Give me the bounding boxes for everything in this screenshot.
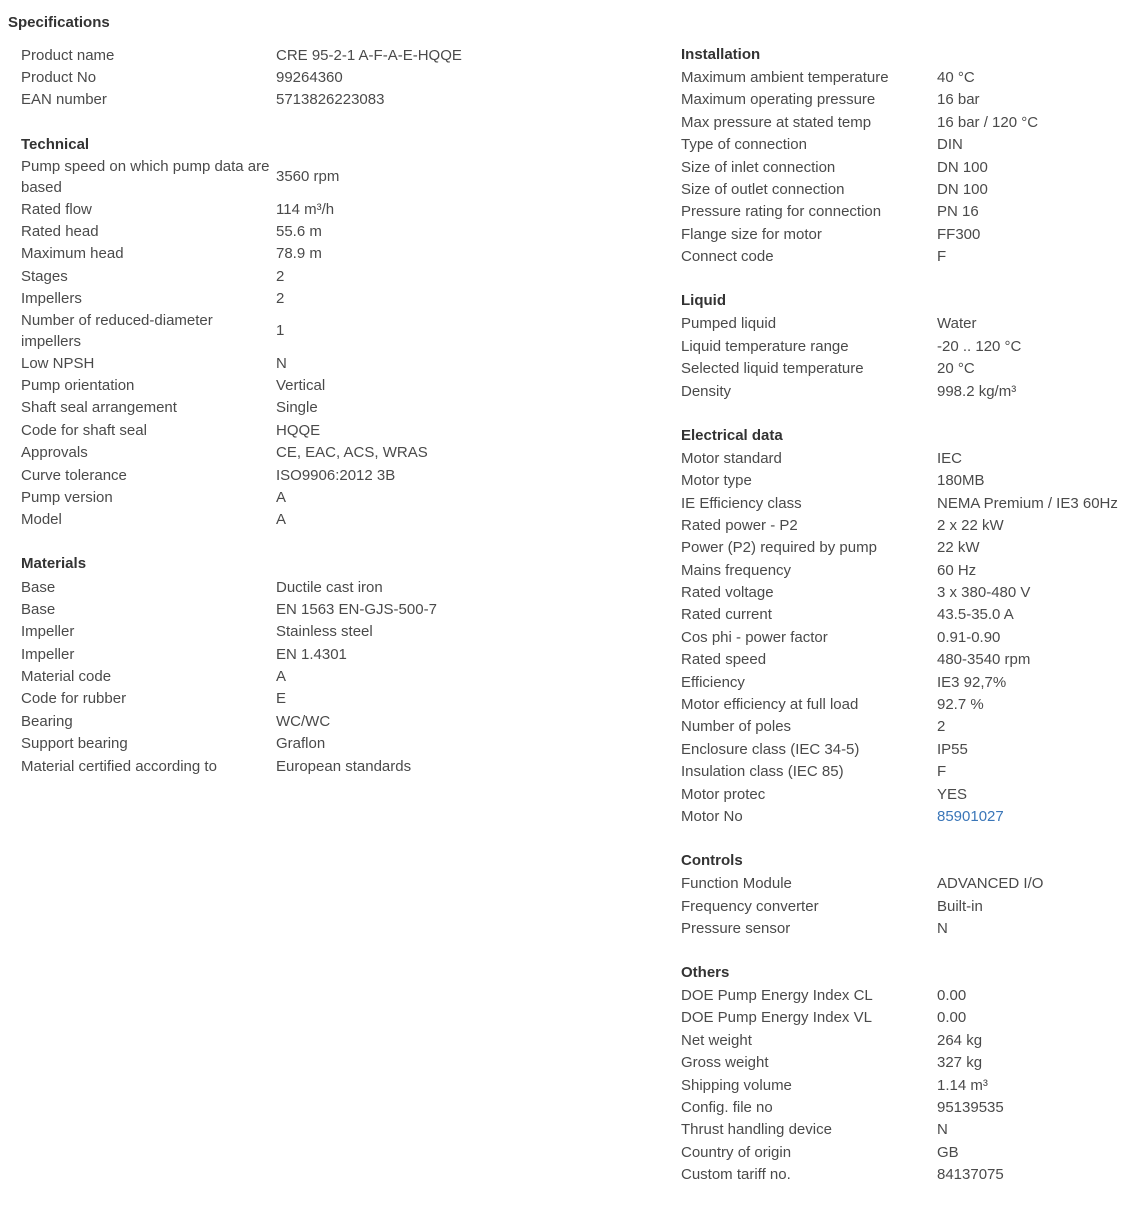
spec-label: Connect code	[681, 248, 774, 266]
spec-label: Frequency converter	[681, 897, 819, 915]
spec-value: 0.00	[937, 1009, 967, 1027]
spec-value: 16 bar / 120 °C	[937, 113, 1039, 131]
spec-label: Cos phi - power factor	[681, 628, 828, 646]
spec-row-motor-no	[681, 805, 1121, 827]
spec-label: Config. file no	[681, 1099, 773, 1117]
spec-value: EN 1563 EN-GJS-500-7	[276, 600, 437, 618]
spec-row-power-p2-required-by-pump	[681, 537, 1121, 559]
spec-row-maximum-ambient-temperature	[681, 66, 1121, 88]
spec-row-max-pressure-at-stated-temp	[681, 111, 1121, 133]
spec-row-function-module	[681, 872, 1121, 894]
spec-value: Stainless steel	[276, 623, 373, 641]
spec-row-doe-pump-energy-index-vl	[681, 1007, 1121, 1029]
spec-row-number-of-reduced-diameter-impellers	[21, 310, 581, 352]
spec-value: 0.00	[937, 987, 967, 1005]
spec-value: N	[937, 919, 948, 937]
spec-value: 1.14 m³	[937, 1076, 988, 1094]
spec-value: YES	[937, 785, 968, 803]
spec-row-connect-code	[681, 246, 1121, 268]
spec-label: EAN number	[21, 91, 107, 109]
spec-value: 40 °C	[937, 69, 975, 87]
spec-value: N	[937, 1121, 948, 1139]
spec-label: Insulation class (IEC 85)	[681, 763, 844, 781]
spec-value: WC/WC	[276, 712, 331, 730]
spec-row-pump-version	[21, 486, 581, 508]
spec-label: Motor efficiency at full load	[681, 696, 859, 714]
spec-label: Maximum ambient temperature	[681, 69, 889, 87]
section-title-installation: Installation	[681, 46, 761, 63]
spec-label: Model	[21, 511, 62, 529]
spec-row-config-file-no	[681, 1096, 1121, 1118]
spec-value: CRE 95-2-1 A-F-A-E-HQQE	[276, 46, 462, 64]
spec-label: Material certified according to	[21, 757, 217, 775]
spec-value: F	[937, 763, 947, 781]
spec-value: 92.7 %	[937, 696, 984, 714]
spec-value: ADVANCED I/O	[937, 875, 1044, 893]
spec-label: Product No	[21, 69, 97, 87]
spec-row-size-of-outlet-connection	[681, 178, 1121, 200]
spec-label: Efficiency	[681, 673, 745, 691]
spec-value: 22 kW	[937, 539, 980, 557]
spec-row-material-certified-according-to	[21, 755, 581, 777]
spec-row-country-of-origin	[681, 1141, 1121, 1163]
spec-label: Motor type	[681, 472, 752, 490]
spec-row-impeller	[21, 643, 581, 665]
spec-row-motor-efficiency-at-full-load	[681, 693, 1121, 715]
spec-value: 20 °C	[937, 360, 975, 378]
spec-label: Selected liquid temperature	[681, 360, 864, 378]
spec-value: Graflon	[276, 735, 326, 753]
spec-label: Stages	[21, 267, 68, 285]
spec-row-liquid-temperature-range	[681, 335, 1121, 357]
spec-label: Code for rubber	[21, 690, 127, 708]
spec-label: Function Module	[681, 875, 792, 893]
spec-row-thrust-handling-device	[681, 1119, 1121, 1141]
spec-row-base	[21, 598, 581, 620]
spec-row-insulation-class-iec-85	[681, 761, 1121, 783]
spec-label: Flange size for motor	[681, 225, 822, 243]
spec-label: Impeller	[21, 645, 75, 663]
spec-label: Country of origin	[681, 1143, 792, 1161]
spec-label: IE Efficiency class	[681, 494, 802, 512]
spec-label: Number of poles	[681, 718, 792, 736]
spec-value: 2	[937, 718, 946, 736]
spec-label: Rated current	[681, 606, 772, 624]
left-column	[21, 44, 581, 800]
spec-label: Base	[21, 600, 56, 618]
spec-label: Shaft seal arrangement	[21, 399, 177, 417]
spec-value: 480-3540 rpm	[937, 651, 1031, 669]
section-title-controls: Controls	[681, 852, 743, 870]
spec-label: Shipping volume	[681, 1076, 792, 1094]
spec-row-product-no	[21, 66, 581, 88]
spec-label: Base	[21, 578, 56, 596]
spec-value: EN 1.4301	[276, 645, 347, 663]
spec-row-material-code	[21, 665, 581, 687]
spec-value: 2	[276, 290, 285, 308]
spec-value: 2	[276, 267, 285, 285]
spec-label: Gross weight	[681, 1054, 769, 1072]
spec-value: 327 kg	[937, 1054, 983, 1072]
spec-row-impellers	[21, 288, 581, 310]
spec-label: Curve tolerance	[21, 466, 127, 484]
spec-row-cos-phi-power-factor	[681, 626, 1121, 648]
spec-row-stages	[21, 265, 581, 287]
spec-value: Built-in	[937, 897, 983, 915]
spec-label: Power (P2) required by pump	[681, 539, 877, 557]
spec-label: Pump version	[21, 488, 113, 506]
section-others	[681, 962, 1121, 1186]
spec-value: Vertical	[276, 376, 326, 394]
spec-value: DN 100	[937, 158, 988, 176]
spec-row-curve-tolerance	[21, 464, 581, 486]
spec-row-gross-weight	[681, 1052, 1121, 1074]
spec-row-rated-current	[681, 604, 1121, 626]
spec-row-number-of-poles	[681, 716, 1121, 738]
spec-label: Material code	[21, 668, 112, 686]
spec-label: Motor protec	[681, 785, 766, 803]
page-title: Specifications	[8, 14, 110, 31]
spec-value: 3560 rpm	[276, 168, 340, 186]
spec-row-flange-size-for-motor	[681, 223, 1121, 245]
spec-value: DN 100	[937, 181, 988, 199]
spec-row-base	[21, 576, 581, 598]
spec-value: 998.2 kg/m³	[937, 382, 1017, 400]
spec-value: 78.9 m	[276, 245, 322, 263]
spec-row-shipping-volume	[681, 1074, 1121, 1096]
spec-value: IP55	[937, 740, 968, 758]
spec-value: 84137075	[937, 1166, 1004, 1184]
section-technical	[21, 134, 581, 531]
spec-label: Net weight	[681, 1031, 752, 1049]
spec-row-motor-type	[681, 469, 1121, 491]
spec-row-rated-flow	[21, 198, 581, 220]
spec-row-mains-frequency	[681, 559, 1121, 581]
spec-label: Size of outlet connection	[681, 181, 845, 199]
spec-row-size-of-inlet-connection	[681, 156, 1121, 178]
spec-label: Pump speed on which pump data are based	[21, 157, 270, 196]
spec-value: A	[276, 488, 287, 506]
spec-value: 16 bar	[937, 91, 980, 109]
spec-row-doe-pump-energy-index-cl	[681, 984, 1121, 1006]
spec-row-model	[21, 509, 581, 531]
section-electrical	[681, 425, 1121, 828]
spec-value: IE3 92,7%	[937, 673, 1007, 691]
spec-label: Rated flow	[21, 200, 92, 218]
spec-value: F	[937, 248, 947, 266]
section-controls	[681, 850, 1121, 940]
spec-label: Motor standard	[681, 449, 782, 467]
spec-label: Low NPSH	[21, 354, 95, 372]
spec-value: 99264360	[276, 69, 343, 87]
spec-row-net-weight	[681, 1029, 1121, 1051]
spec-row-code-for-shaft-seal	[21, 419, 581, 441]
spec-label: Pressure rating for connection	[681, 203, 882, 221]
spec-row-enclosure-class-iec-34-5	[681, 738, 1121, 760]
spec-row-custom-tariff-no	[681, 1164, 1121, 1186]
spec-row-motor-standard	[681, 447, 1121, 469]
spec-row-maximum-head	[21, 243, 581, 265]
spec-row-pressure-sensor	[681, 917, 1121, 939]
spec-row-maximum-operating-pressure	[681, 89, 1121, 111]
spec-row-selected-liquid-temperature	[681, 357, 1121, 379]
spec-row-low-npsh	[21, 352, 581, 374]
spec-value: 114 m³/h	[276, 200, 335, 218]
spec-value: IEC	[937, 449, 963, 467]
spec-label: Bearing	[21, 712, 73, 730]
spec-row-approvals	[21, 441, 581, 463]
spec-label: Type of connection	[681, 136, 807, 154]
spec-label: DOE Pump Energy Index VL	[681, 1009, 872, 1027]
spec-value: 60 Hz	[937, 561, 977, 579]
spec-label: Pressure sensor	[681, 919, 791, 937]
spec-label: Impeller	[21, 623, 75, 641]
spec-row-bearing	[21, 710, 581, 732]
spec-value: 43.5-35.0 A	[937, 606, 1014, 624]
spec-value: A	[276, 668, 287, 686]
section-title-electrical: Electrical data	[681, 426, 783, 444]
spec-row-support-bearing	[21, 733, 581, 755]
spec-row-motor-protec	[681, 783, 1121, 805]
spec-value-link[interactable]: 85901027	[937, 807, 1004, 825]
spec-row-type-of-connection	[681, 134, 1121, 156]
spec-row-shaft-seal-arrangement	[21, 397, 581, 419]
spec-row-impeller	[21, 621, 581, 643]
spec-label: DOE Pump Energy Index CL	[681, 987, 873, 1005]
section-installation	[681, 44, 1121, 268]
spec-row-density	[681, 380, 1121, 402]
spec-row-ie-efficiency-class	[681, 492, 1121, 514]
spec-label: Maximum operating pressure	[681, 91, 876, 109]
spec-label: Size of inlet connection	[681, 158, 836, 176]
spec-value: -20 .. 120 °C	[937, 337, 1022, 355]
spec-label: Enclosure class (IEC 34-5)	[681, 740, 860, 758]
spec-row-code-for-rubber	[21, 688, 581, 710]
spec-value: N	[276, 354, 287, 372]
spec-label: Pumped liquid	[681, 315, 777, 333]
spec-value: 5713826223083	[276, 91, 385, 109]
spec-row-pressure-rating-for-connection	[681, 201, 1121, 223]
spec-label: Support bearing	[21, 735, 128, 753]
section-liquid	[681, 290, 1121, 402]
spec-row-frequency-converter	[681, 895, 1121, 917]
spec-row-efficiency	[681, 671, 1121, 693]
spec-value: HQQE	[276, 421, 321, 439]
section-title-materials: Materials	[21, 555, 87, 573]
spec-value: DIN	[937, 136, 963, 154]
spec-row-rated-voltage	[681, 581, 1121, 603]
spec-row-rated-head	[21, 220, 581, 242]
spec-label: Maximum head	[21, 245, 124, 263]
spec-row-pump-speed-on-which-pump-data-are-based	[21, 156, 581, 198]
spec-value: GB	[937, 1143, 959, 1161]
spec-label: Liquid temperature range	[681, 337, 849, 355]
spec-value: 55.6 m	[276, 223, 322, 241]
spec-label: Product name	[21, 46, 115, 64]
spec-label: Motor No	[681, 807, 743, 825]
spec-value: 180MB	[937, 472, 985, 490]
spec-row-ean-number	[21, 89, 581, 111]
spec-value: 1	[276, 322, 285, 340]
spec-row-rated-speed	[681, 649, 1121, 671]
spec-value: NEMA Premium / IE3 60Hz	[937, 494, 1118, 512]
spec-label: Thrust handling device	[681, 1121, 832, 1139]
spec-label: Code for shaft seal	[21, 421, 147, 439]
spec-value: European standards	[276, 757, 412, 775]
spec-label: Impellers	[21, 290, 82, 308]
spec-value: PN 16	[937, 203, 979, 221]
section-materials	[21, 553, 581, 777]
section-general	[21, 44, 581, 111]
spec-value: Single	[276, 399, 318, 417]
spec-value: CE, EAC, ACS, WRAS	[276, 444, 428, 462]
spec-label: Rated head	[21, 223, 99, 241]
spec-value: 264 kg	[937, 1031, 983, 1049]
spec-label: Density	[681, 382, 732, 400]
spec-value: ISO9906:2012 3B	[276, 466, 396, 484]
spec-label: Approvals	[21, 444, 88, 462]
spec-label: Rated voltage	[681, 584, 774, 602]
spec-label: Max pressure at stated temp	[681, 113, 872, 131]
section-title-others: Others	[681, 964, 730, 982]
spec-label: Rated power - P2	[681, 516, 798, 534]
spec-label: Number of reduced-diameter impellers	[21, 311, 213, 350]
spec-label: Mains frequency	[681, 561, 792, 579]
spec-row-pumped-liquid	[681, 313, 1121, 335]
spec-row-pump-orientation	[21, 374, 581, 396]
spec-value: Ductile cast iron	[276, 578, 383, 596]
section-title-liquid: Liquid	[681, 292, 726, 310]
right-column	[681, 44, 1121, 1208]
spec-value: A	[276, 511, 287, 529]
spec-value: 3 x 380-480 V	[937, 584, 1031, 602]
spec-row-rated-power-p2	[681, 514, 1121, 536]
spec-value: FF300	[937, 225, 981, 243]
section-title-technical: Technical	[21, 135, 90, 153]
spec-value: Water	[937, 315, 977, 333]
spec-value: 2 x 22 kW	[937, 516, 1004, 534]
spec-value: 0.91-0.90	[937, 628, 1001, 646]
spec-value: 95139535	[937, 1099, 1004, 1117]
spec-label: Custom tariff no.	[681, 1166, 791, 1184]
spec-label: Rated speed	[681, 651, 767, 669]
spec-value: E	[276, 690, 287, 708]
spec-label: Pump orientation	[21, 376, 135, 394]
spec-row-product-name	[21, 44, 581, 66]
